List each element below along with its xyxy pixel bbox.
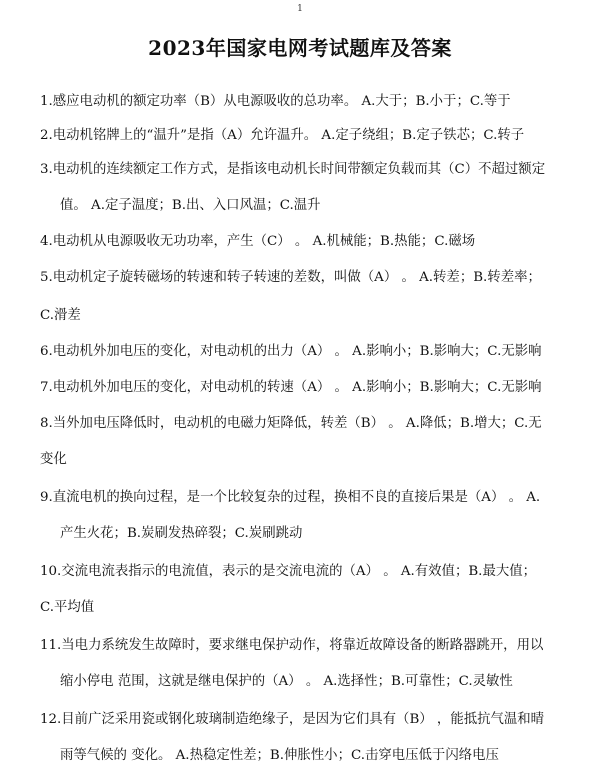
question-line-cont: 缩小停电 范围，这就是继电保护的（A） 。 A.选择性；B.可靠性；C.灵敏性	[60, 674, 513, 689]
question-line: 9.直流电机的换向过程，是一个比较复杂的过程，换相不良的直接后果是（A） 。 A.	[40, 490, 541, 505]
question-line: 4.电动机从电源吸收无功功率，产生（C） 。 A.机械能；B.热能；C.磁场	[40, 234, 476, 249]
question-line-cont: 变化	[40, 452, 67, 467]
question-line-cont: 产生火花；B.炭刷发热碎裂；C.炭刷跳动	[60, 526, 303, 541]
question-line-cont: C.滑差	[40, 308, 81, 323]
question-line: 12.目前广泛采用瓷或钢化玻璃制造绝缘子，是因为它们具有（B） ，能抵抗气温和晴	[40, 712, 545, 727]
question-line: 11.当电力系统发生故障时，要求继电保护动作，将靠近故障设备的断路器跳开，用以	[40, 638, 544, 653]
question-line-cont: C.平均值	[40, 600, 95, 615]
question-line: 1.感应电动机的额定功率（B）从电源吸收的总功率。 A.大于；B.小于；C.等于	[40, 94, 511, 109]
question-line: 6.电动机外加电压的变化，对电动机的出力（A） 。 A.影响小；B.影响大；C.无影响	[40, 344, 542, 359]
question-line: 8.当外加电压降低时，电动机的电磁力矩降低，转差（B） 。 A.降低；B.增大；C.无	[40, 416, 542, 431]
question-line-cont: 值。 A.定子温度；B.出、入口风温；C.温升	[60, 198, 321, 213]
question-line: 7.电动机外加电压的变化，对电动机的转速（A） 。 A.影响小；B.影响大；C.无影响	[40, 380, 542, 395]
document-title: 2023年国家电网考试题库及答案	[148, 36, 452, 60]
page-number: 1	[297, 4, 303, 14]
question-line: 2.电动机铭牌上的“温升”是指（A）允许温升。 A.定子绕组；B.定子铁芯；C.转子	[40, 128, 525, 143]
question-line-cont: 雨等气候的 变化。 A.热稳定性差；B.伸胀性小；C.击穿电压低于闪络电压	[60, 748, 499, 763]
question-line: 5.电动机定子旋转磁场的转速和转子转速的差数，叫做（A） 。 A.转差；B.转差率；	[40, 270, 541, 285]
question-line: 3.电动机的连续额定工作方式，是指该电动机长时间带额定负载而其（C）不超过额定	[40, 162, 546, 177]
question-line: 10.交流电流表指示的电流值，表示的是交流电流的（A） 。 A.有效值；B.最大值；	[40, 564, 536, 579]
